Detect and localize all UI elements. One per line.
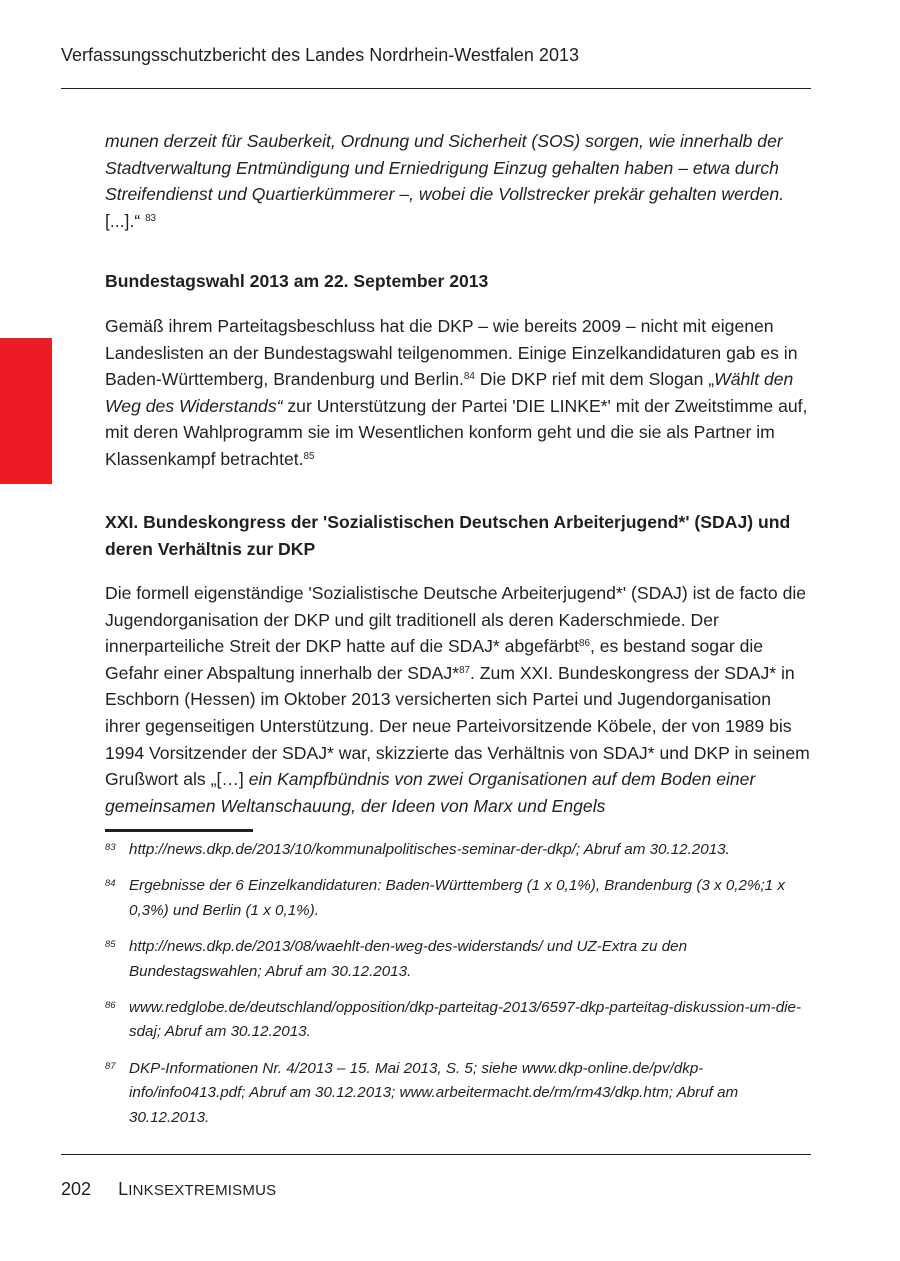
footer-rule	[61, 1154, 811, 1155]
para1-text-c: zur Unterstützung der Partei 'DIE LINKE*' mit der Zweitstimme auf, mit deren Wahlprogramm sie im Wesentlichen konform geht und die sie als Partner im Klassenkampf betrachtet.	[105, 395, 808, 469]
section-name-rest: INKSEXTREMISMUS	[128, 1182, 277, 1199]
footnote-text: www.redglobe.de/deutschland/opposition/dkp-parteitag-2013/6597-dkp-parteitag-diskussion-um-die-sdaj; Abruf am 30.12.2013.	[129, 999, 802, 1041]
footnote-ref-83[interactable]: 83	[145, 212, 157, 224]
footnote-item	[105, 996, 811, 1045]
section-color-tab	[0, 338, 52, 484]
footnote-ref-85[interactable]: 85	[303, 451, 315, 463]
para1-text-b: Die DKP rief mit dem Slogan „	[474, 369, 715, 390]
footnote-item	[105, 935, 811, 984]
footnote-item	[105, 1057, 811, 1130]
footnote-number: 83	[105, 842, 116, 853]
para2-text-b: , es bestand sogar die Gefahr einer Abspaltung innerhalb der SDAJ*	[105, 636, 764, 683]
footnote-item	[105, 874, 811, 923]
header-rule	[61, 88, 811, 89]
footnote-text: DKP-Informationen Nr. 4/2013 – 15. Mai 2013, S. 5; siehe www.dkp-online.de/pv/dkp-info/info0413.pdf; Abruf am 30.12.2013; www.arbeitermacht.de/rm/rm43/dkp.htm; Abruf am 30.12.2013.	[129, 1059, 739, 1126]
quote-tail: [...].“	[105, 210, 146, 231]
footnotes-list	[105, 838, 811, 1142]
footnote-separator	[105, 829, 253, 832]
footnote-number: 86	[105, 1000, 116, 1012]
footnote-item	[105, 838, 811, 862]
koebele-quote: ein Kampfbündnis von zwei Organisationen auf dem Boden einer gemeinsamen Weltanschauung, der Ideen von Marx und Engels	[105, 769, 756, 816]
footnote-number: 84	[105, 878, 116, 890]
section-heading-sdaj: XXI. Bundeskongress der 'Sozialistischen Deutschen Arbeiterjugend*' (SDAJ) und deren Verhältnis zur DKP	[105, 512, 791, 559]
footnote-text: http://news.dkp.de/2013/10/kommunalpolitisches-seminar-der-dkp/; Abruf am 30.12.2013.	[129, 841, 730, 858]
footnote-text: Ergebnisse der 6 Einzelkandidaturen: Baden-Württemberg (1 x 0,1%), Brandenburg (3 x 0,2%;1 x 0,3%) und Berlin (1 x 0,1%).	[129, 877, 785, 919]
para2-text-c: . Zum XXI. Bundeskongress der SDAJ* in Eschborn (Hessen) im Oktober 2013 versicherten sich Partei und Jugendorganisation ihrer gegenseitigen Unterstützung. Der neue Parteivorsitzende Köbele, der von 1989 bis 1994 Vorsitzender der SDAJ* war, skizzierte das Verhältnis von SDAJ* und DKP in seinem Grußwort als „[…]	[105, 662, 810, 790]
section-heading-bundestagswahl: Bundestagswahl 2013 am 22. September 2013	[105, 271, 489, 291]
running-header-title: Verfassungsschutzbericht des Landes Nordrhein-Westfalen 2013	[61, 45, 579, 65]
slogan-text: Wählt den Weg des Widerstands“	[105, 369, 794, 416]
footnote-ref-86[interactable]: 86	[579, 638, 590, 650]
footnote-ref-87[interactable]: 87	[459, 664, 471, 676]
footnote-ref-84[interactable]: 84	[463, 371, 475, 383]
footnote-number: 87	[105, 1060, 116, 1072]
para1-text-a: Gemäß ihrem Parteitagsbeschluss hat die DKP – wie bereits 2009 – nicht mit eigenen Landeslisten an der Bundestagswahl teilgenommen. Einige Einzelkandidaturen gab es in Baden-Württemberg, Brandenburg und Berlin.	[105, 316, 798, 390]
section-name	[118, 1179, 277, 1199]
paragraph-sdaj	[105, 580, 811, 819]
footnote-text: http://news.dkp.de/2013/08/waehlt-den-weg-des-widerstands/ und UZ-Extra zu den Bundestagswahlen; Abruf am 30.12.2013.	[129, 938, 688, 980]
page-number: 202	[61, 1179, 92, 1199]
quote-continuation	[105, 128, 811, 234]
section-name-initial: L	[118, 1179, 129, 1199]
quote-italic-text: munen derzeit für Sauberkeit, Ordnung und Sicherheit (SOS) sorgen, wie innerhalb der Stadtverwaltung Entmündigung und Erniedrigung Einzug gehalten haben – etwa durch Streifendienst und Quartierkümmerer –, wobei die Vollstrecker prekär gehalten werden.	[105, 131, 784, 205]
paragraph-bundestagswahl	[105, 313, 811, 473]
footnote-number: 85	[105, 939, 116, 951]
para2-text-a: Die formell eigenständige 'Sozialistische Deutsche Arbeiterjugend*' (SDAJ) ist de facto die Jugendorganisation der DKP und gilt traditionell als deren Kaderschmiede. Der innerparteiliche Streit der DKP hatte auf die SDAJ* abgefärbt	[105, 583, 807, 657]
page-footer	[61, 1179, 276, 1200]
